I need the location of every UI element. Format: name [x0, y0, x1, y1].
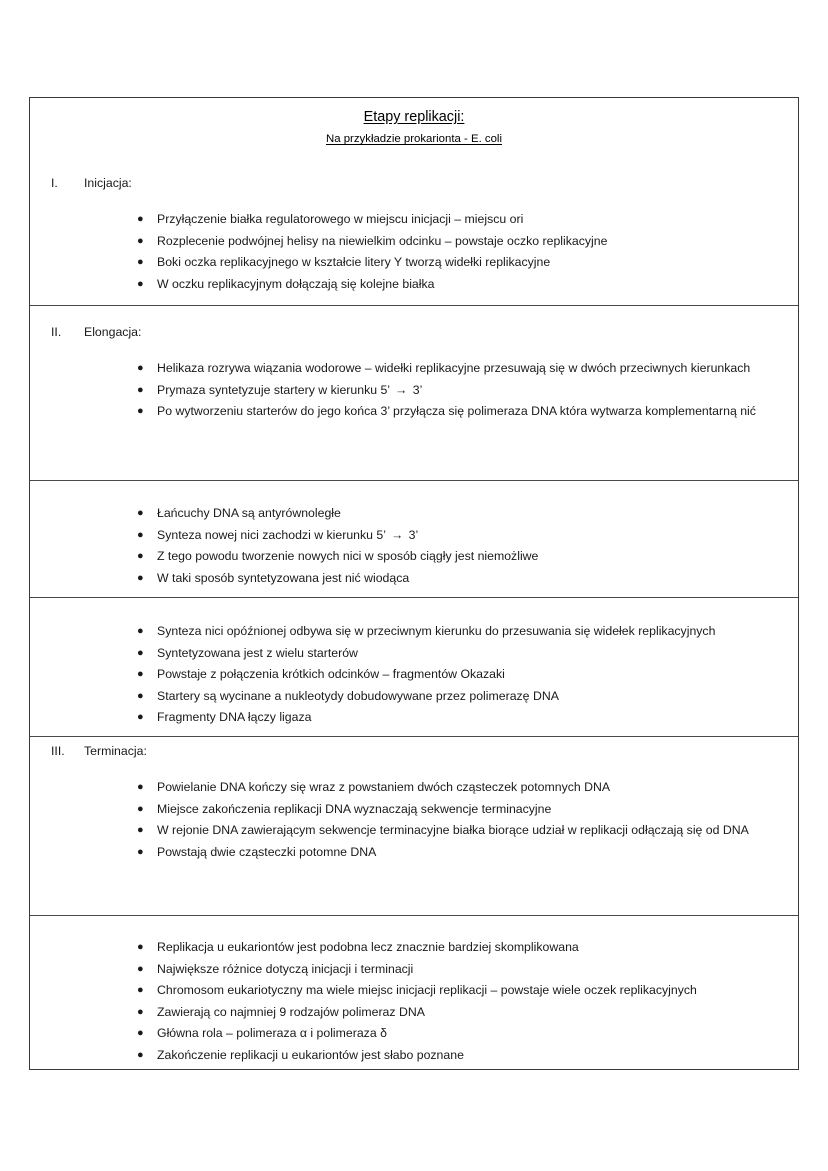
spacer	[30, 598, 798, 622]
list-item-text: Synteza nowej nici zachodzi w kierunku 5’ → 3’	[157, 527, 419, 542]
subtitle-wrap	[30, 129, 798, 147]
stage-heading-elongacja	[30, 324, 798, 341]
list-item-text: Synteza nici opóźnionej odbywa się w przeciwnym kierunku do przesuwania się widełek replikacyjnych	[157, 624, 716, 638]
list-item-text: Rozplecenie podwójnej helisy na niewielkim odcinku – powstaje oczko replikacyjne	[157, 233, 608, 248]
list-item	[137, 210, 798, 230]
stage-numeral: III.	[51, 744, 65, 758]
bullet-icon: ●	[137, 781, 144, 793]
bullet-icon: ●	[137, 507, 144, 519]
list-item	[137, 1046, 798, 1066]
bullet-icon: ●	[137, 625, 144, 637]
table-row	[30, 481, 798, 598]
list-item-text: Zakończenie replikacji u eukariontów jest słabo poznane	[157, 1047, 464, 1062]
list-item	[137, 275, 798, 295]
list-item	[137, 504, 798, 524]
spacer	[30, 192, 798, 210]
spacer	[30, 760, 798, 778]
list-item-text: W taki sposób syntetyzowana jest nić wiodąca	[157, 570, 410, 585]
list-item-text: Boki oczka replikacyjnego w kształcie litery Y tworzą widełki replikacyjne	[157, 255, 551, 270]
table-row	[30, 306, 798, 481]
list-item	[137, 938, 798, 958]
list-item	[137, 644, 798, 664]
bullet-icon: ●	[137, 234, 144, 247]
list-item-text: Największe różnice dotyczą inicjacji i terminacji	[157, 961, 414, 976]
list-item	[137, 622, 798, 642]
list-item	[137, 359, 798, 379]
bullet-icon: ●	[137, 668, 144, 681]
stage-name: Elongacja:	[84, 325, 142, 339]
list-item	[137, 687, 798, 707]
bullet-icon: ●	[137, 962, 144, 975]
list-item-text: Startery są wycinane a nukleotydy dobudowywane przez polimerazę DNA	[157, 688, 559, 703]
bullet-icon: ●	[137, 646, 144, 659]
table-row	[30, 916, 798, 1069]
arrow-icon: →	[395, 382, 408, 397]
list-item-text: Główna rola – polimeraza α i polimeraza δ	[157, 1026, 387, 1041]
replication-stages-table	[29, 97, 799, 1070]
list-item-text: Zawierają co najmniej 9 rodzajów polimeraz DNA	[157, 1004, 425, 1019]
spacer	[30, 341, 798, 359]
stage-numeral: I.	[51, 176, 58, 190]
list-item	[137, 232, 798, 252]
list-item-text: Z tego powodu tworzenie nowych nici w sposób ciągły jest niemożliwe	[157, 549, 539, 564]
spacer	[30, 481, 798, 504]
bullet-list-terminacja	[30, 778, 798, 862]
bullet-icon: ●	[137, 845, 144, 858]
list-item	[137, 960, 798, 980]
bullet-list-leading-strand	[30, 504, 798, 588]
bullet-list-eukaryotes	[30, 938, 798, 1066]
title-block	[30, 98, 798, 147]
spacer	[30, 306, 798, 324]
stage-numeral: II.	[51, 325, 62, 339]
list-item	[137, 981, 798, 1001]
stage-name: Terminacja:	[84, 744, 147, 758]
stage-name: Inicjacja:	[84, 176, 132, 190]
list-item-text: Replikacja u eukariontów jest podobna lecz znacznie bardziej skomplikowana	[157, 940, 579, 954]
bullet-icon: ●	[137, 550, 144, 563]
list-item	[137, 708, 798, 728]
bullet-icon: ●	[137, 1027, 144, 1040]
list-item-text: Po wytworzeniu starterów do jego końca 3’ przyłącza się polimeraza DNA która wytwarza komplementarną nić	[157, 404, 756, 419]
spacer	[30, 147, 798, 175]
list-item-text: Prymaza syntetyzuje startery w kierunku 5’ → 3’	[157, 382, 423, 397]
list-item	[137, 381, 798, 401]
list-item	[137, 800, 798, 820]
bullet-icon: ●	[137, 213, 144, 225]
stage-heading-terminacja	[30, 743, 798, 760]
bullet-icon: ●	[137, 256, 144, 269]
bullet-icon: ●	[137, 362, 144, 374]
bullet-icon: ●	[137, 1005, 144, 1018]
list-item-text: W rejonie DNA zawierającym sekwencje terminacyjne białka biorące udział w replikacji odłączają się od DNA	[157, 823, 749, 838]
list-item	[137, 843, 798, 863]
bullet-icon: ●	[137, 802, 144, 815]
list-item	[137, 569, 798, 589]
bullet-icon: ●	[137, 528, 144, 541]
bullet-list-inicjacja	[30, 210, 798, 294]
list-item-text: W oczku replikacyjnym dołączają się kolejne białka	[157, 276, 435, 291]
arrow-icon: →	[390, 527, 404, 542]
spacer	[30, 916, 798, 938]
list-item-text: Chromosom eukariotyczny ma wiele miejsc inicjacji replikacji – powstaje wiele oczek replikacyjnych	[157, 983, 697, 998]
list-item-text: Powstaje z połączenia krótkich odcinków – fragmentów Okazaki	[157, 667, 505, 682]
list-item	[137, 547, 798, 567]
list-item	[137, 665, 798, 685]
bullet-icon: ●	[137, 824, 144, 837]
bullet-icon: ●	[137, 941, 144, 953]
bullet-icon: ●	[137, 383, 144, 396]
list-item-text: Powielanie DNA kończy się wraz z powstaniem dwóch cząsteczek potomnych DNA	[157, 780, 611, 794]
bullet-icon: ●	[137, 984, 144, 997]
bullet-list-elongacja	[30, 359, 798, 422]
list-item-text: Syntetyzowana jest z wielu starterów	[157, 645, 358, 660]
list-item	[137, 821, 798, 841]
table-row	[30, 598, 798, 737]
list-item-text: Helikaza rozrywa wiązania wodorowe – widełki replikacyjne przesuwają się w dwóch przeciwnych kierunkach	[157, 361, 751, 375]
bullet-icon: ●	[137, 689, 144, 702]
list-item-text: Przyłączenie białka regulatorowego w miejscu inicjacji – miejscu ori	[157, 212, 524, 226]
bullet-icon: ●	[137, 277, 144, 290]
bullet-list-lagging-strand	[30, 622, 798, 728]
table-row	[30, 737, 798, 916]
bullet-icon: ●	[137, 571, 144, 584]
list-item	[137, 526, 798, 546]
bullet-icon: ●	[137, 405, 144, 418]
page-title: Etapy replikacji:	[363, 109, 465, 125]
list-item	[137, 1003, 798, 1023]
list-item-text: Miejsce zakończenia replikacji DNA wyznaczają sekwencje terminacyjne	[157, 801, 552, 816]
list-item-text: Łańcuchy DNA są antyrównoległe	[157, 506, 341, 520]
list-item	[137, 778, 798, 798]
list-item	[137, 253, 798, 273]
list-item-text: Powstają dwie cząsteczki potomne DNA	[157, 844, 377, 859]
page-subtitle: Na przykładzie prokarionta - E. coli	[326, 133, 502, 145]
bullet-icon: ●	[137, 1048, 144, 1061]
table-row	[30, 98, 798, 306]
list-item	[137, 1024, 798, 1044]
list-item	[137, 402, 798, 422]
bullet-icon: ●	[137, 711, 144, 724]
stage-heading-inicjacja	[30, 175, 798, 192]
list-item-text: Fragmenty DNA łączy ligaza	[157, 710, 312, 725]
